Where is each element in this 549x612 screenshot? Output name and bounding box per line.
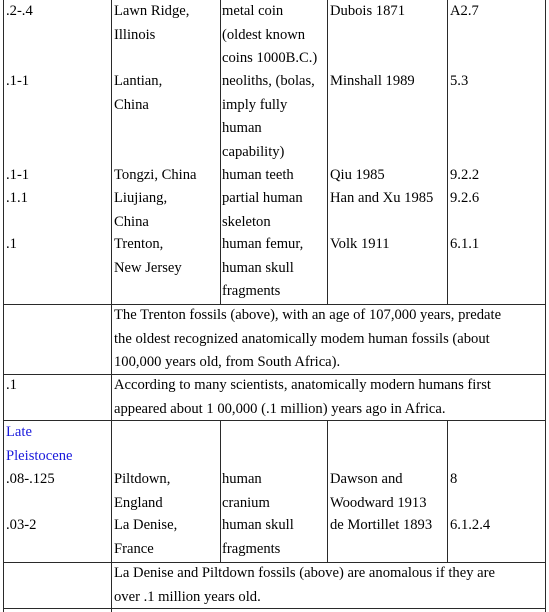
age-cell: .1	[6, 377, 17, 393]
location-line: China	[114, 96, 149, 113]
section-cell: 6.1.1	[450, 236, 480, 252]
location-line: France	[114, 540, 154, 557]
col-rule-reference-section	[447, 0, 448, 304]
finding-line: partial human	[222, 190, 303, 206]
age-cell: .1-1	[6, 167, 30, 183]
col-rule-location-finding-late	[220, 420, 221, 562]
location-cell	[114, 187, 167, 234]
period-label-line: Late	[6, 424, 32, 440]
col-rule-left-edge	[3, 0, 4, 612]
location-line: China	[114, 213, 149, 230]
location-line: Liujiang,	[114, 190, 168, 206]
age-cell: .1	[6, 236, 17, 252]
finding-line: human teeth	[222, 167, 294, 183]
reference-line: Han and Xu 1985	[330, 190, 434, 206]
finding-line: neoliths, (bolas,	[222, 73, 315, 89]
col-rule-reference-section-late	[447, 420, 448, 562]
reference-cell	[330, 187, 433, 211]
location-line: La Denise,	[114, 517, 178, 533]
location-line: Lantian,	[114, 73, 163, 89]
reference-cell	[330, 233, 390, 257]
finding-cell	[222, 0, 317, 71]
location-cell	[114, 468, 170, 515]
period-label-line: Pleistocene	[6, 447, 73, 464]
location-line: England	[114, 494, 163, 511]
note-line: The Trenton fossils (above), with an age of 107,000 years, predate	[114, 307, 502, 323]
note-trenton	[114, 304, 501, 375]
reference-cell	[330, 164, 385, 188]
location-cell	[114, 164, 196, 188]
finding-line: skeleton	[222, 213, 271, 230]
col-rule-right-edge	[545, 0, 546, 612]
location-line: Tongzi, China	[114, 167, 197, 183]
reference-line: Volk 1911	[330, 236, 390, 252]
finding-line: human skull	[222, 517, 294, 533]
note-line: the oldest recognized anatomically modem human fossils (about	[114, 330, 490, 347]
reference-cell	[330, 70, 415, 94]
col-rule-finding-reference-late	[327, 420, 328, 562]
note-la-denise	[114, 562, 495, 609]
finding-line: human	[222, 120, 262, 136]
finding-cell	[222, 164, 294, 188]
finding-line: imply fully	[222, 96, 288, 113]
finding-line: fragments	[222, 540, 281, 557]
section-cell: 5.3	[450, 73, 469, 89]
location-line: Trenton,	[114, 236, 164, 252]
col-rule-age-location	[111, 0, 112, 612]
note-line: over .1 million years old.	[114, 588, 261, 605]
finding-line: metal coin	[222, 3, 284, 19]
finding-line: coins 1000B.C.)	[222, 50, 318, 66]
reference-cell	[330, 0, 405, 24]
finding-line: human skull	[222, 259, 294, 276]
finding-line: capability)	[222, 143, 285, 160]
note-line: La Denise and Piltdown fossils (above) are anomalous if they are	[114, 565, 495, 581]
finding-cell	[222, 514, 294, 561]
finding-line: cranium	[222, 494, 270, 511]
reference-cell	[330, 514, 432, 538]
reference-line: Dawson and	[330, 471, 403, 487]
finding-line: (oldest known	[222, 26, 306, 43]
age-cell: .03-2	[6, 517, 37, 533]
note-modern-humans	[114, 374, 491, 421]
location-cell	[114, 514, 177, 561]
location-line: Piltdown,	[114, 471, 171, 487]
finding-line: human	[222, 471, 262, 487]
location-line: Lawn Ridge,	[114, 3, 190, 19]
note-line: According to many scientists, anatomically modern humans first	[114, 377, 491, 393]
location-cell	[114, 0, 189, 47]
section-cell: 9.2.2	[450, 167, 480, 183]
finding-cell	[222, 468, 270, 515]
age-cell: .08-.125	[6, 471, 55, 487]
reference-cell	[330, 468, 427, 515]
finding-line: human femur,	[222, 236, 304, 252]
reference-line: Minshall 1989	[330, 73, 415, 89]
note-line: 100,000 years old, from South Africa).	[114, 354, 341, 370]
finding-cell	[222, 233, 303, 304]
finding-cell	[222, 187, 303, 234]
finding-cell	[222, 70, 315, 164]
note-line: appeared about 1 00,000 (.1 million) years ago in Africa.	[114, 400, 446, 417]
section-cell: 6.1.2.4	[450, 517, 491, 533]
age-cell: .2-.4	[6, 3, 33, 19]
period-label-late-pleistocene	[6, 421, 72, 468]
location-cell	[114, 70, 162, 117]
finding-line: fragments	[222, 283, 281, 299]
col-rule-location-finding	[220, 0, 221, 304]
section-cell: A2.7	[450, 3, 479, 19]
location-line: Illinois	[114, 26, 156, 43]
location-cell	[114, 233, 182, 280]
section-cell: 9.2.6	[450, 190, 480, 206]
age-cell: .1.1	[6, 190, 28, 206]
col-rule-finding-reference	[327, 0, 328, 304]
age-cell: .1-1	[6, 73, 30, 89]
location-line: New Jersey	[114, 259, 182, 276]
reference-line: Woodward 1913	[330, 494, 427, 511]
reference-line: Qiu 1985	[330, 167, 385, 183]
section-cell: 8	[450, 471, 458, 487]
reference-line: Dubois 1871	[330, 3, 405, 19]
reference-line: de Mortillet 1893	[330, 517, 433, 533]
